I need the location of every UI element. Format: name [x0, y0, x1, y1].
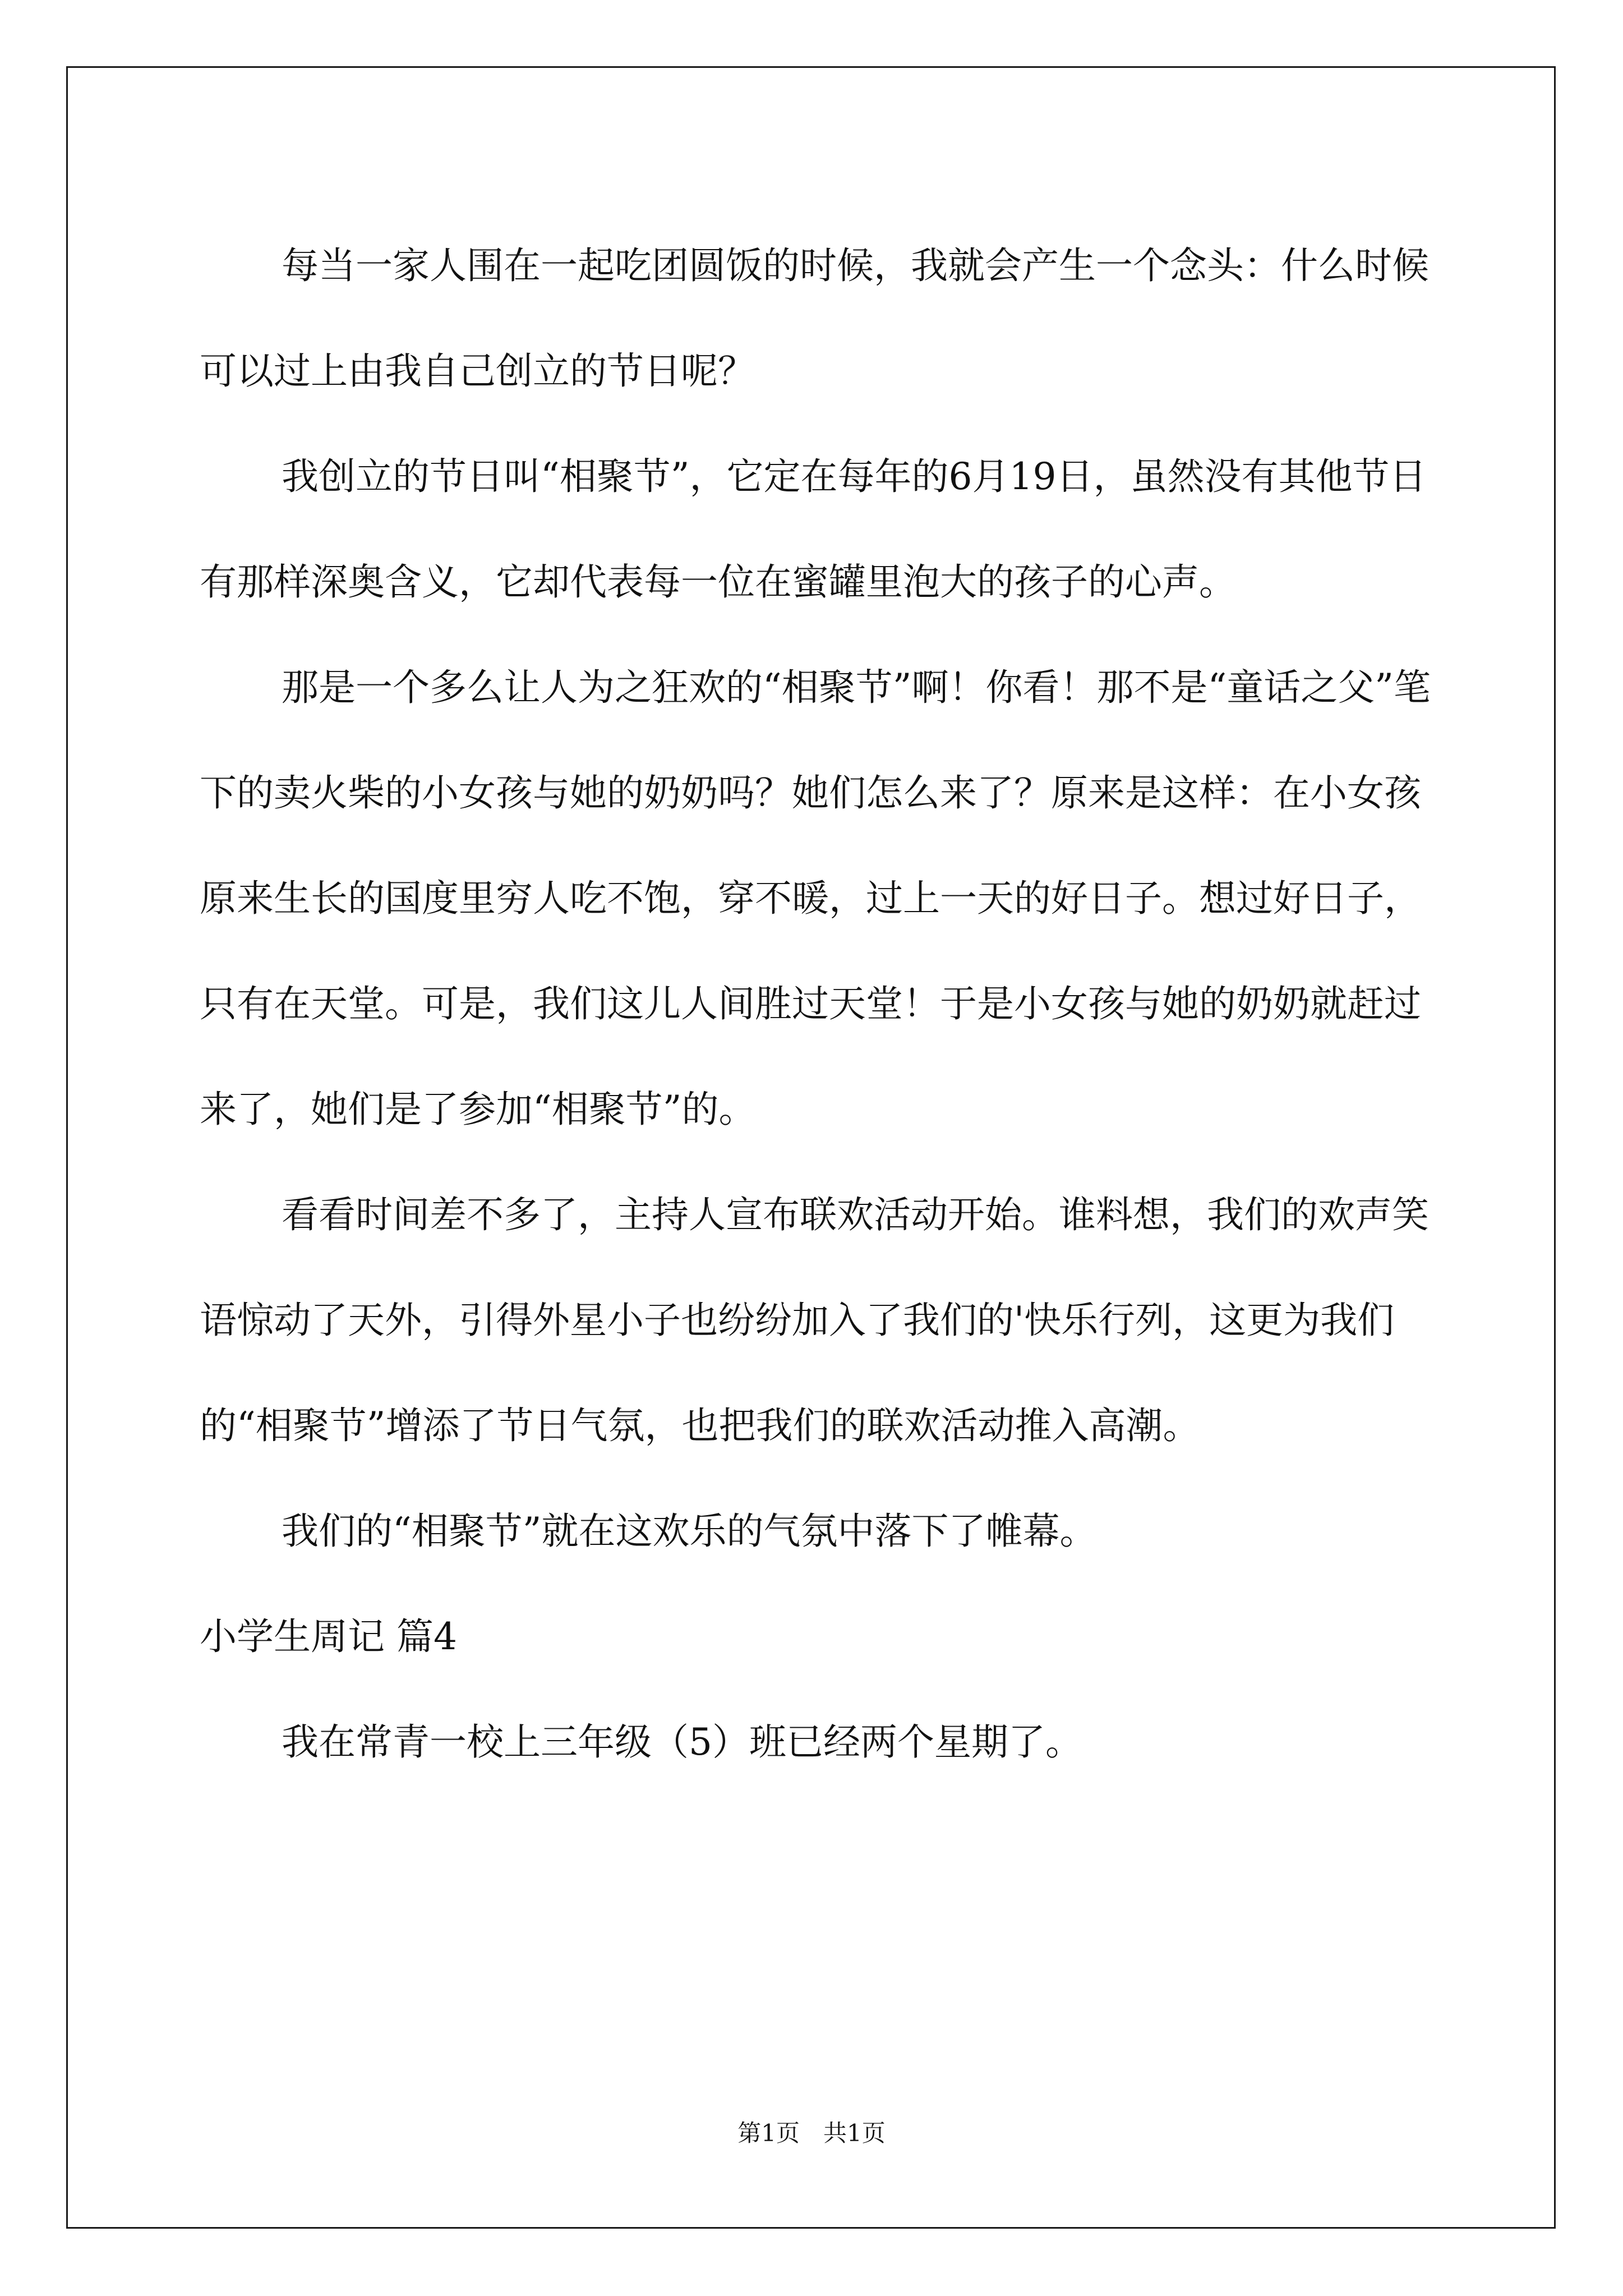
paragraph-3: 那是一个多么让人为之狂欢的“相聚节”啊！你看！那不是“童话之父”笔下的卖火柴的小女孩与她的奶奶吗？她们怎么来了？原来是这样：在小女孩原来生长的国度里穷人吃不饱，穿不暖，过上一天的好日子。想过好日子，只有在天堂。可是，我们这儿人间胜过天堂！于是小女孩与她的奶奶就赶过来了，她们是了参加“相聚节”的。 — [200, 666, 1431, 1131]
paragraph-2: 我创立的节日叫“相聚节”，它定在每年的6月19日，虽然没有其他节日有那样深奥含义，它却代表每一位在蜜罐里泡大的孩子的心声。 — [200, 455, 1427, 604]
paragraph-6: 我在常青一校上三年级（5）班已经两个星期了。 — [282, 1720, 1082, 1764]
section-heading: 小学生周记 篇4 — [200, 1615, 457, 1658]
paragraph-4: 看看时间差不多了，主持人宣布联欢活动开始。谁料想，我们的欢声笑语惊动了天外，引得外星小子也纷纷加入了我们的'快乐行列，这更为我们的“相聚节”增添了节日气氛，也把我们的联欢活动推入高潮。 — [200, 1193, 1429, 1447]
document-body — [200, 213, 1433, 1795]
page-footer: 第1页 共1页 — [737, 2119, 886, 2147]
paragraph-1: 每当一家人围在一起吃团圆饭的时候，我就会产生一个念头：什么时候可以过上由我自己创立的节日呢？ — [200, 244, 1429, 393]
paragraph-5: 我们的“相聚节”就在这欢乐的气氛中落下了帷幕。 — [282, 1510, 1097, 1553]
